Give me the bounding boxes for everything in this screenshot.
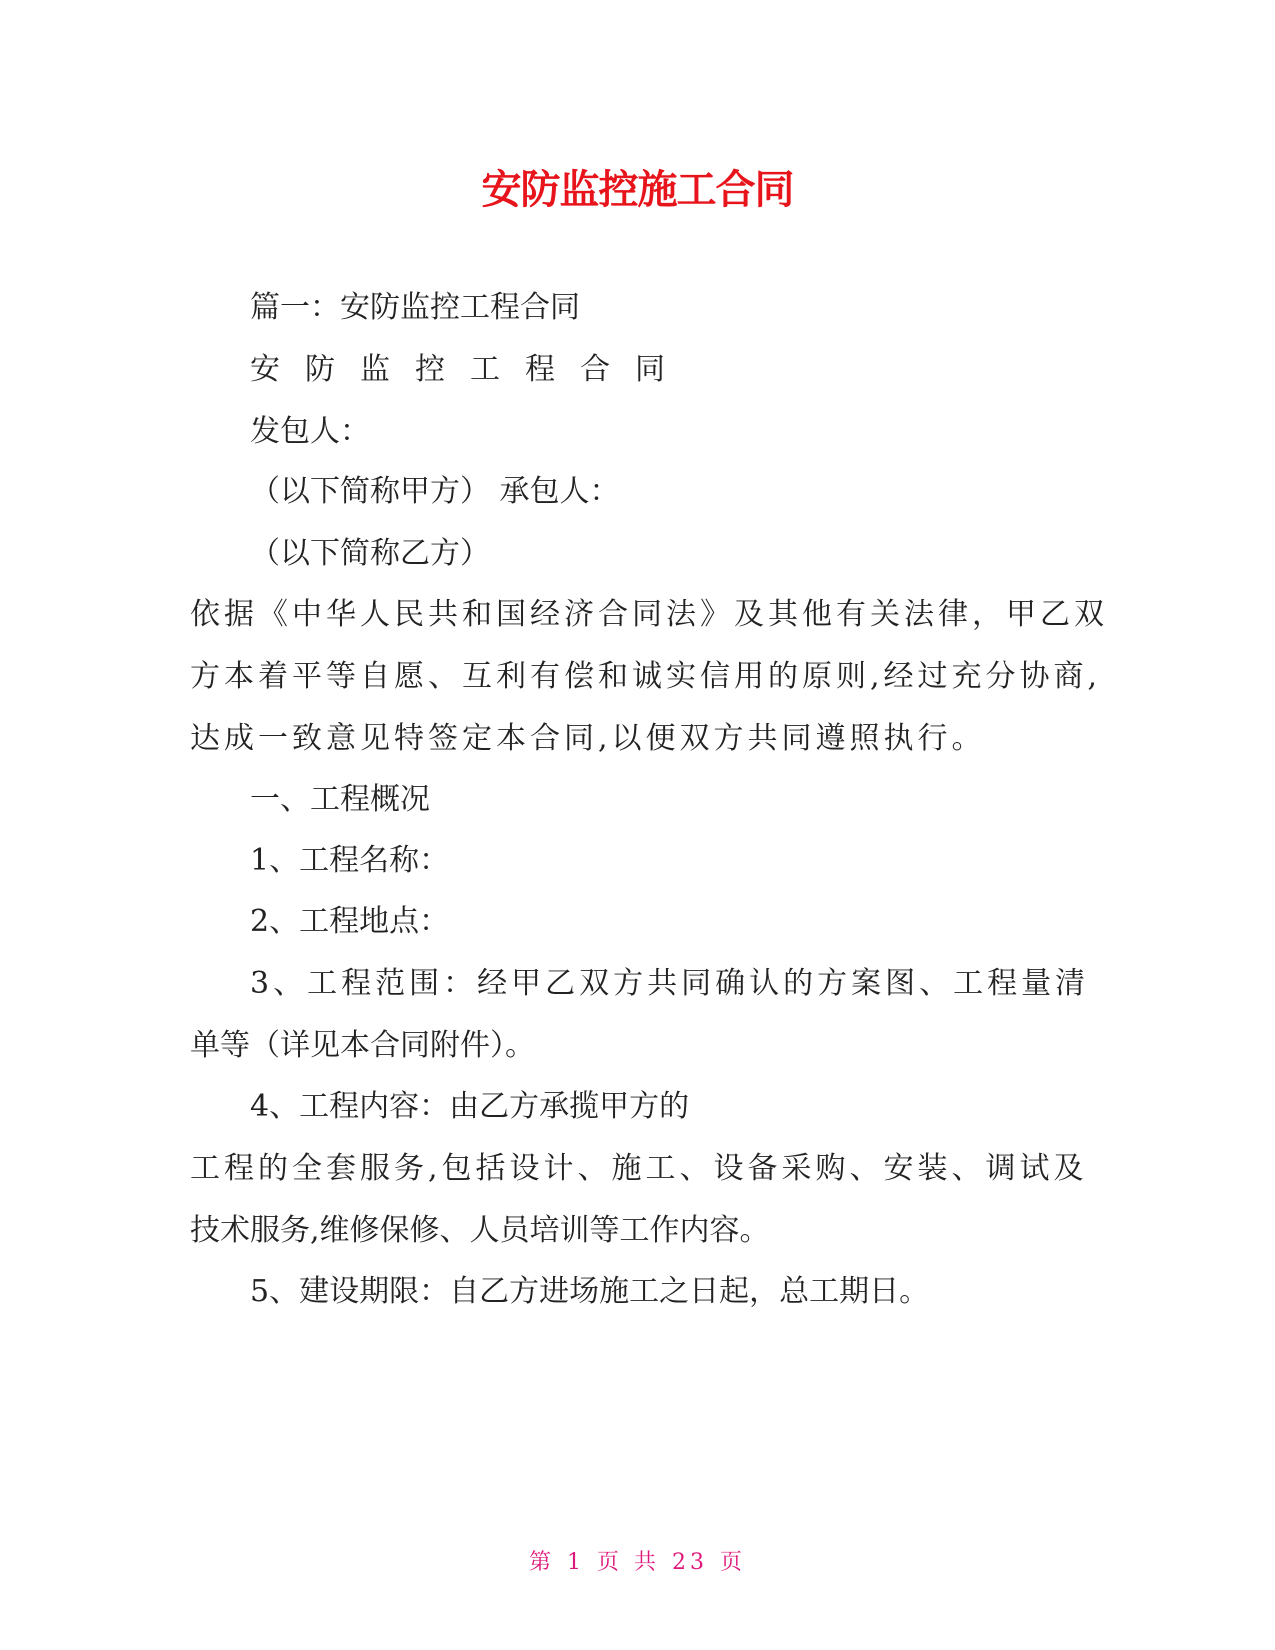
preamble-line-2: 方本着平等自愿、互利有偿和诚实信用的原则,经过充分协商, (190, 659, 1102, 694)
item-project-content: 4、工程内容：由乙方承揽甲方的 (250, 1089, 690, 1124)
footer-prefix: 第 (528, 1550, 555, 1575)
footer-current-page: 1 (567, 1550, 585, 1575)
footer-middle: 页 共 (597, 1550, 660, 1575)
preamble-line-3: 达成一致意见特签定本合同,以便双方共同遵照执行。 (190, 721, 986, 756)
item-project-scope-cont: 单等（详见本合同附件）。 (190, 1028, 535, 1063)
party-b-label: （以下简称乙方） (250, 536, 490, 571)
item-project-content-cont-1: 工程的全套服务,包括设计、施工、设备采购、安装、调试及 (190, 1151, 1088, 1186)
item-project-content-cont-2: 技术服务,维修保修、人员培训等工作内容。 (190, 1213, 770, 1248)
page-footer (0, 1548, 1275, 1578)
employer-label: 发包人： (250, 414, 370, 449)
item-project-scope: 3、工程范围：经甲乙双方共同确认的方案图、工程量清 (250, 966, 1090, 1001)
document-title: 安防监控施工合同 (481, 167, 794, 213)
footer-total-pages: 23 (672, 1550, 708, 1575)
footer-suffix: 页 (720, 1550, 747, 1575)
section-project-overview: 一、工程概况 (250, 782, 430, 817)
item-project-location: 2、工程地点： (250, 904, 450, 939)
contract-name-heading: 安防监控工程合同 (250, 352, 690, 387)
item-construction-period: 5、建设期限：自乙方进场施工之日起，总工期日。 (250, 1274, 930, 1309)
contractor-label: （以下简称甲方） 承包人： (250, 474, 620, 509)
preamble-line-1: 依据《中华人民共和国经济合同法》及其他有关法律，甲乙双 (190, 597, 1108, 632)
item-project-name: 1、工程名称： (250, 843, 450, 878)
section-heading: 篇一：安防监控工程合同 (250, 290, 580, 325)
